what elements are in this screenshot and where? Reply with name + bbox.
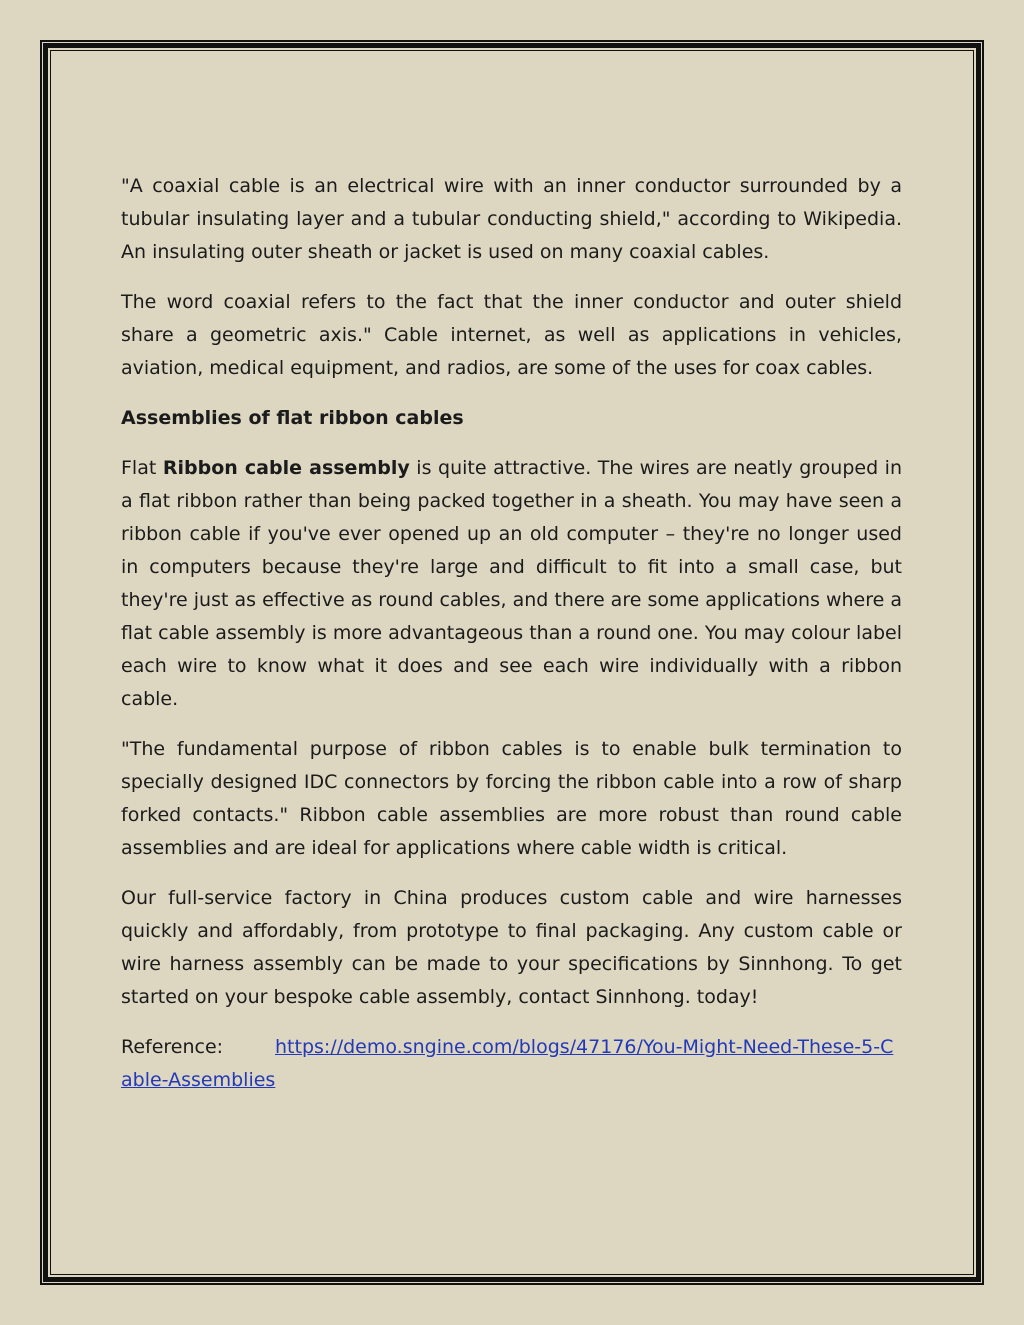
document-body xyxy=(121,170,902,1114)
paragraph-ribbon-cable-intro: Flat xyxy=(121,457,163,479)
reference-label: Reference: xyxy=(121,1036,224,1058)
reference-link[interactable]: https://demo.sngine.com/blogs/47176/You-Might-Need-These-5-Cable-Assemblies xyxy=(121,1036,894,1091)
paragraph-factory: Our full-service factory in China produces custom cable and wire harnesses quickly and affordably, from prototype to final packaging. Any custom cable or wire harness assembly can be made to your specifications by Sinnhong. To get started on your bespoke cable assembly, contact Sinnhong. today! xyxy=(121,887,902,1008)
section-heading: Assemblies of flat ribbon cables xyxy=(121,407,464,429)
paragraph-ribbon-cable xyxy=(121,452,902,716)
paragraph-coaxial-uses: The word coaxial refers to the fact that the inner conductor and outer shield share a geometric axis." Cable internet, as well as applications in vehicles, aviation, medical equipment, and radios, are some of the uses for coax cables. xyxy=(121,291,902,379)
reference-line xyxy=(121,1031,902,1097)
paragraph-ribbon-cable-text: is quite attractive. The wires are neatly grouped in a flat ribbon rather than being packed together in a sheath. You may have seen a ribbon cable if you've ever opened up an old computer – they're no longer used in computers because they're large and difficult to fit into a small case, but they're just as effective as round cables, and there are some applications where a flat cable assembly is more advantageous than a round one. You may colour label each wire to know what it does and see each wire individually with a ribbon cable. xyxy=(121,457,903,710)
paragraph-ribbon-purpose: "The fundamental purpose of ribbon cables is to enable bulk termination to specially designed IDC connectors by forcing the ribbon cable into a row of sharp forked contacts." Ribbon cable assemblies are more robust than round cable assemblies and are ideal for applications where cable width is critical. xyxy=(121,738,902,859)
ribbon-cable-assembly-term: Ribbon cable assembly xyxy=(162,457,410,479)
paragraph-coaxial-definition: "A coaxial cable is an electrical wire with an inner conductor surrounded by a tubular insulating layer and a tubular conducting shield," according to Wikipedia. An insulating outer sheath or jacket is used on many coaxial cables. xyxy=(121,175,902,263)
